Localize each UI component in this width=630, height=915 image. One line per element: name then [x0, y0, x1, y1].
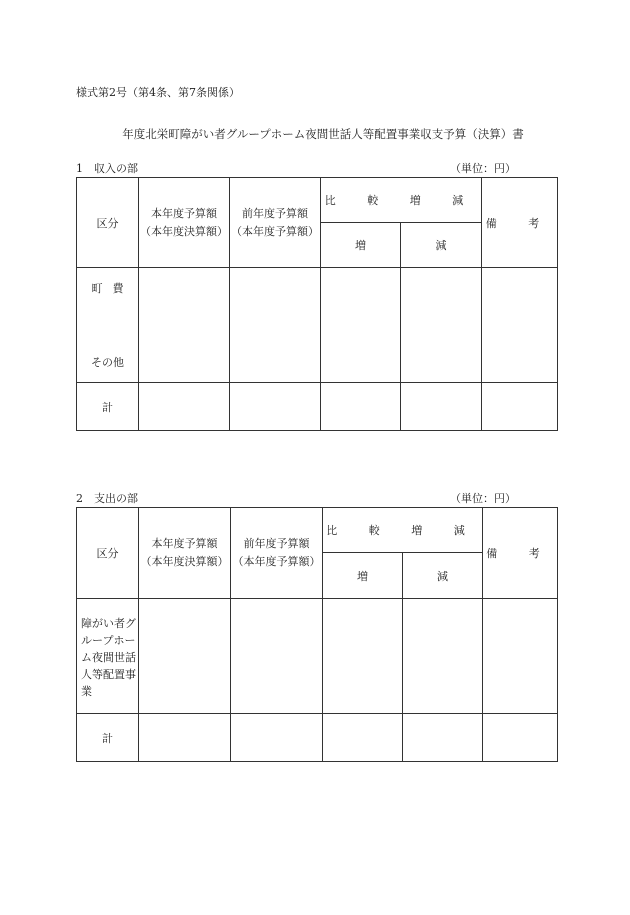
expenditure-total-previous-cell[interactable] — [231, 714, 323, 762]
expenditure-total-decrease-cell[interactable] — [403, 714, 483, 762]
expenditure-section-label: 2 支出の部 — [76, 492, 138, 505]
current-year-header — [139, 178, 230, 268]
current-year-header-line2: （本年度決算額） — [140, 224, 228, 238]
expenditure-total-remarks-cell[interactable] — [483, 714, 558, 762]
previous-year-header-line2: （本年度予算額） — [232, 555, 321, 568]
expenditure-table — [76, 507, 558, 762]
form-reference: 様式第2号（第4条、第7条関係） — [76, 86, 240, 99]
comparison-header: 比 較 増 減 — [323, 508, 483, 553]
increase-header: 増 — [321, 223, 401, 268]
expenditure-total-current-cell[interactable] — [139, 714, 231, 762]
expenditure-row-main — [77, 599, 558, 714]
previous-year-header — [230, 178, 321, 268]
income-unit-label: （単位：円） — [450, 162, 516, 175]
income-table — [76, 177, 558, 431]
expenditure-current-year-cell[interactable] — [139, 599, 231, 714]
town-expense-label: 町費 — [91, 282, 134, 295]
income-total-current-cell[interactable] — [139, 383, 230, 431]
income-total-previous-cell[interactable] — [230, 383, 321, 431]
comparison-header: 比 較 増 減 — [321, 178, 482, 223]
income-decrease-cell[interactable] — [401, 268, 482, 383]
expenditure-decrease-cell[interactable] — [403, 599, 483, 714]
income-category-cell — [77, 268, 139, 383]
other-label: その他 — [91, 356, 124, 369]
expenditure-unit-label: （単位：円） — [450, 492, 516, 505]
previous-year-header-line1: 前年度予算額 — [242, 206, 308, 220]
expenditure-remarks-cell[interactable] — [483, 599, 558, 714]
income-section-label: 1 収入の部 — [76, 162, 138, 175]
remarks-header: 備 考 — [482, 178, 558, 268]
increase-header: 増 — [323, 553, 403, 599]
current-year-header-line2: （本年度決算額） — [140, 555, 229, 568]
income-total-increase-cell[interactable] — [321, 383, 401, 431]
previous-year-header-line2: （本年度予算額） — [231, 224, 319, 238]
category-header: 区分 — [77, 508, 139, 599]
income-total-label: 計 — [77, 383, 139, 431]
income-row-total — [77, 383, 558, 431]
income-total-remarks-cell[interactable] — [482, 383, 558, 431]
category-header: 区分 — [77, 178, 139, 268]
expenditure-row-total — [77, 714, 558, 762]
decrease-header: 減 — [403, 553, 483, 599]
previous-year-header-line1: 前年度予算額 — [243, 537, 310, 550]
expenditure-previous-year-cell[interactable] — [231, 599, 323, 714]
previous-year-header — [231, 508, 323, 599]
income-current-year-cell[interactable] — [139, 268, 230, 383]
income-row-main — [77, 268, 558, 383]
income-total-decrease-cell[interactable] — [401, 383, 482, 431]
expenditure-category-label: 障がい者グループホーム夜間世話人等配置事業 — [77, 599, 139, 714]
income-previous-year-cell[interactable] — [230, 268, 321, 383]
remarks-header: 備 考 — [483, 508, 558, 599]
expenditure-total-increase-cell[interactable] — [323, 714, 403, 762]
expenditure-increase-cell[interactable] — [323, 599, 403, 714]
expenditure-total-label: 計 — [77, 714, 139, 762]
document-title: 年度北栄町障がい者グループホーム夜間世話人等配置事業収支予算（決算）書 — [122, 127, 524, 141]
income-increase-cell[interactable] — [321, 268, 401, 383]
current-year-header-line1: 本年度予算額 — [151, 206, 217, 220]
current-year-header-line1: 本年度予算額 — [151, 537, 218, 550]
current-year-header — [139, 508, 231, 599]
decrease-header: 減 — [401, 223, 482, 268]
income-remarks-cell[interactable] — [482, 268, 558, 383]
